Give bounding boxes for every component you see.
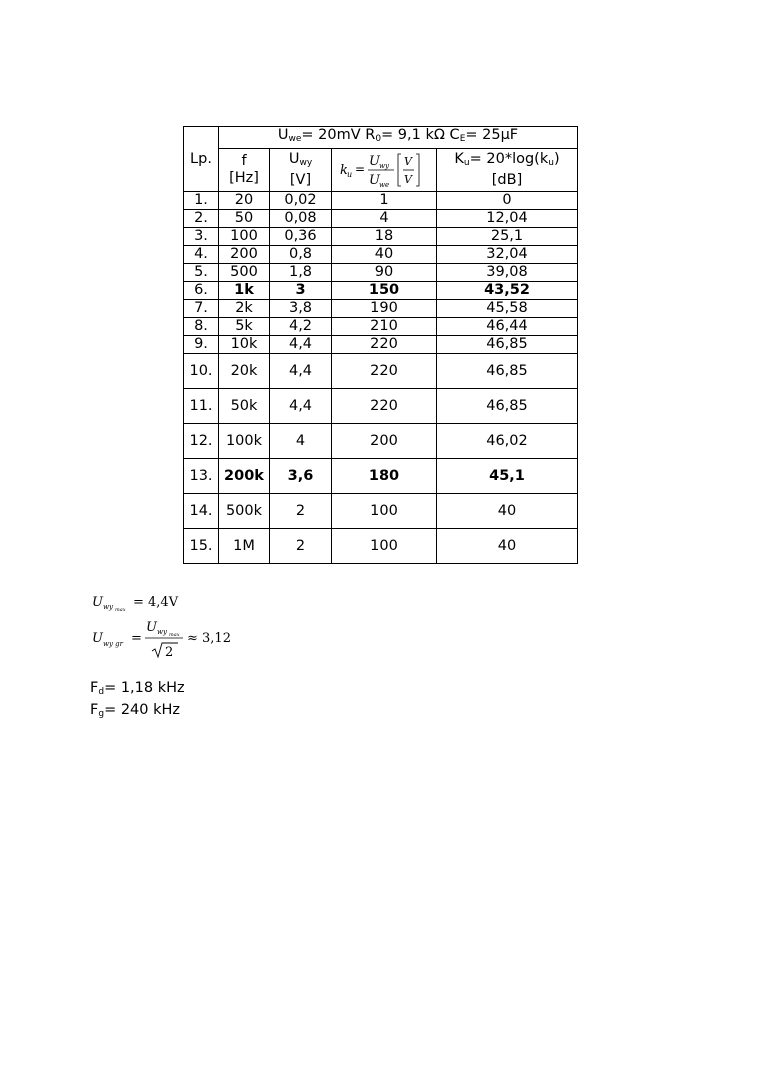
fd-value: = 1,18 kHz [104, 680, 185, 696]
cell-uwy: 0,36 [270, 228, 332, 246]
f-header-label: f [241, 153, 247, 169]
uwy-header-sub: wy [299, 158, 313, 168]
cell-ku: 100 [332, 494, 437, 529]
cell-ku: 190 [332, 300, 437, 318]
uwy-header-unit: [V] [289, 172, 312, 188]
cell-lp: 5. [184, 264, 219, 282]
table-row [184, 389, 578, 424]
ce-value: = 25μF [465, 127, 519, 143]
cell-kudb: 39,08 [437, 264, 578, 282]
cell-f: 20k [219, 354, 270, 389]
cell-uwy: 1,8 [270, 264, 332, 282]
ku-lhs-sub: u [347, 170, 353, 179]
cell-ku: 1 [332, 192, 437, 210]
equation-uwy-gr [90, 616, 250, 662]
fd-symbol: F [90, 680, 99, 696]
cell-kudb: 40 [437, 494, 578, 529]
cell-kudb: 46,85 [437, 389, 578, 424]
r0-value: = 9,1 kΩ C [381, 127, 460, 143]
cell-kudb: 45,1 [437, 459, 578, 494]
cell-f: 50k [219, 389, 270, 424]
uwy-header-symbol: U [288, 151, 300, 167]
cell-f: 500k [219, 494, 270, 529]
cell-lp: 10. [184, 354, 219, 389]
cell-ku: 200 [332, 424, 437, 459]
cell-uwy: 2 [270, 494, 332, 529]
table-row [184, 228, 578, 246]
cell-f: 50 [219, 210, 270, 228]
ku-den: U [369, 173, 380, 188]
table-row-highlighted [184, 282, 578, 300]
eq2-num-subsub: max [169, 632, 180, 638]
cell-lp: 13. [184, 459, 219, 494]
cell-f: 500 [219, 264, 270, 282]
cell-f: 100 [219, 228, 270, 246]
cell-lp: 7. [184, 300, 219, 318]
fg-value: = 240 kHz [104, 702, 181, 718]
cell-ku: 220 [332, 354, 437, 389]
cell-kudb: 46,85 [437, 336, 578, 354]
cell-uwy: 2 [270, 529, 332, 564]
cell-ku: 210 [332, 318, 437, 336]
cell-lp: 14. [184, 494, 219, 529]
cell-lp: 9. [184, 336, 219, 354]
cell-kudb: 25,1 [437, 228, 578, 246]
fg-line [90, 701, 185, 723]
cell-uwy: 0,8 [270, 246, 332, 264]
table-row [184, 246, 578, 264]
ku-num-sub: wy [379, 162, 389, 170]
kudb-symbol: K [454, 151, 464, 167]
f-header-unit: [Hz] [229, 170, 259, 186]
fg-sub: g [98, 709, 105, 719]
ku-equals: = [355, 162, 366, 176]
cell-uwy: 4,4 [270, 389, 332, 424]
cell-ku: 180 [332, 459, 437, 494]
cell-lp: 12. [184, 424, 219, 459]
table-row [184, 494, 578, 529]
cell-uwy: 3,6 [270, 459, 332, 494]
cell-lp: 11. [184, 389, 219, 424]
cell-kudb: 46,02 [437, 424, 578, 459]
ku-unit-num: V [404, 155, 412, 168]
cell-uwy: 0,02 [270, 192, 332, 210]
uwe-value: = 20mV R [301, 127, 376, 143]
eq2-approx: ≈ 3,12 [187, 631, 231, 646]
cell-ku: 40 [332, 246, 437, 264]
fd-line [90, 679, 185, 701]
cell-kudb: 12,04 [437, 210, 578, 228]
ce-sub: E [459, 134, 466, 144]
table-row-highlighted [184, 459, 578, 494]
eq2-lhs: U [92, 631, 103, 646]
cell-f: 10k [219, 336, 270, 354]
cell-kudb: 32,04 [437, 246, 578, 264]
eq2-lhs-sub: wy gr [103, 640, 123, 648]
eq1-lhs-subsub: max [115, 607, 126, 613]
table-row [184, 424, 578, 459]
cell-f: 20 [219, 192, 270, 210]
cell-lp: 6. [184, 282, 219, 300]
kudb-sub: u [463, 158, 470, 168]
cell-uwy: 4,4 [270, 336, 332, 354]
cell-uwy: 3,8 [270, 300, 332, 318]
cell-lp: 8. [184, 318, 219, 336]
table-row [184, 529, 578, 564]
cell-lp: 2. [184, 210, 219, 228]
cell-ku: 220 [332, 389, 437, 424]
cell-ku: 18 [332, 228, 437, 246]
cell-f: 1M [219, 529, 270, 564]
ku-den-sub: we [379, 181, 390, 189]
f-header [219, 149, 270, 192]
cell-f: 100k [219, 424, 270, 459]
eq2-num: U [146, 620, 157, 635]
ku-formula [338, 151, 430, 189]
cell-uwy: 0,08 [270, 210, 332, 228]
cell-uwy: 4,4 [270, 354, 332, 389]
cell-lp: 1. [184, 192, 219, 210]
fd-sub: d [98, 687, 105, 697]
table-header-row [184, 127, 578, 149]
cell-f: 200 [219, 246, 270, 264]
cell-kudb: 46,85 [437, 354, 578, 389]
ku-unit-den: V [404, 173, 412, 186]
eq1-lhs-sub: wy [103, 603, 113, 611]
uwy-header [270, 149, 332, 192]
cell-uwy: 4,2 [270, 318, 332, 336]
cell-f: 1k [219, 282, 270, 300]
cell-ku: 150 [332, 282, 437, 300]
table-row [184, 354, 578, 389]
cell-ku: 100 [332, 529, 437, 564]
table-row [184, 318, 578, 336]
lp-header: Lp. [184, 127, 219, 192]
cell-ku: 4 [332, 210, 437, 228]
cell-ku: 220 [332, 336, 437, 354]
kudb-formula: = 20*log(k [469, 151, 549, 167]
cell-lp: 15. [184, 529, 219, 564]
cell-f: 200k [219, 459, 270, 494]
ku-num: U [369, 154, 380, 169]
cell-kudb: 40 [437, 529, 578, 564]
cell-kudb: 0 [437, 192, 578, 210]
kudb-formula-sub: u [548, 158, 554, 168]
column-header-row [184, 149, 578, 192]
uwe-symbol: U [277, 127, 289, 143]
cell-lp: 3. [184, 228, 219, 246]
kudb-unit: [dB] [491, 172, 523, 188]
cell-kudb: 43,52 [437, 282, 578, 300]
table-row [184, 336, 578, 354]
cell-uwy: 4 [270, 424, 332, 459]
eq1-rhs: = 4,4V [133, 595, 179, 610]
table-row [184, 264, 578, 282]
fg-symbol: F [90, 702, 99, 718]
cell-kudb: 45,58 [437, 300, 578, 318]
eq2-equals: = [131, 631, 142, 646]
measurement-table [183, 126, 578, 564]
cell-f: 5k [219, 318, 270, 336]
ku-formula-header [332, 149, 437, 192]
eq1-lhs: U [92, 595, 103, 610]
cell-ku: 90 [332, 264, 437, 282]
cell-f: 2k [219, 300, 270, 318]
cell-uwy: 3 [270, 282, 332, 300]
table-row [184, 300, 578, 318]
uwe-sub: we [288, 134, 302, 144]
table-row [184, 192, 578, 210]
eq2-den: 2 [165, 645, 174, 660]
parameters-header [219, 127, 578, 149]
cell-kudb: 46,44 [437, 318, 578, 336]
table-row [184, 210, 578, 228]
kudb-close: ) [553, 151, 560, 167]
equation-uwy-max [90, 590, 210, 614]
ku-lhs: k [340, 163, 348, 178]
eq2-num-sub: wy [157, 628, 167, 636]
frequency-notes [90, 679, 185, 723]
r0-sub: 0 [375, 134, 382, 144]
kudb-header [437, 149, 578, 192]
cell-lp: 4. [184, 246, 219, 264]
